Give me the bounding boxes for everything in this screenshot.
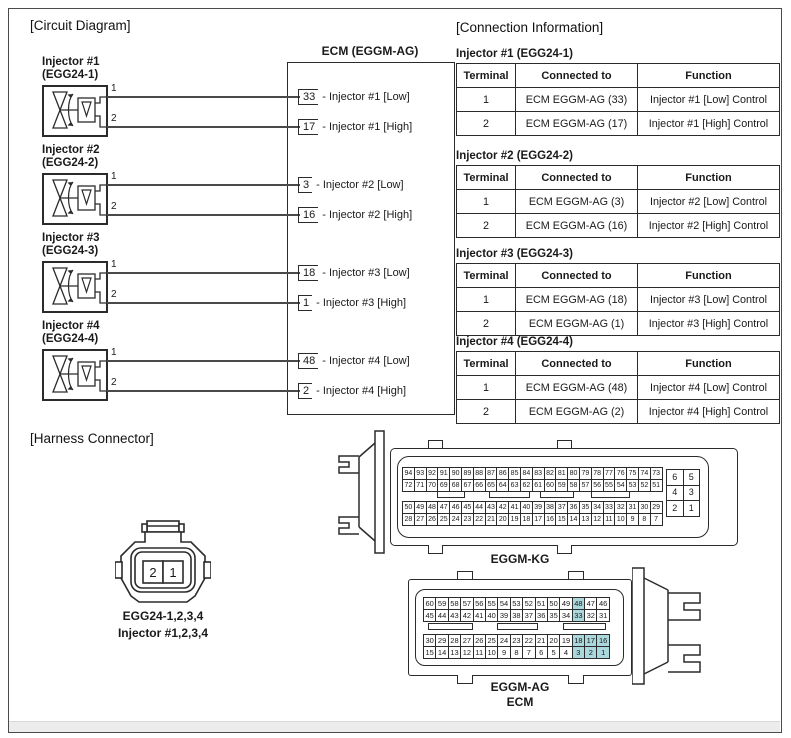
table-cell: Injector #4 [High] Control	[638, 400, 780, 424]
pin-84: 84	[520, 467, 533, 480]
wire	[107, 272, 300, 274]
pin-62: 62	[520, 479, 533, 492]
column-header: Function	[638, 264, 780, 288]
pin-52: 52	[522, 597, 535, 610]
injector-connector-code: (EGG24-2)	[42, 157, 99, 169]
eggm-ag-caption2: ECM	[506, 695, 534, 709]
egg24-terminal-cell-1: 1	[169, 564, 177, 580]
wire	[107, 184, 300, 186]
pin-89: 89	[461, 467, 474, 480]
connection-table	[456, 351, 780, 424]
pin-42: 42	[460, 609, 473, 622]
ecm-pin-function: - Injector #3 [High]	[316, 297, 406, 309]
pin-81: 81	[555, 467, 568, 480]
injector-connector-code: (EGG24-1)	[42, 69, 99, 81]
eggm-ag-upper-pin-grid	[423, 597, 610, 622]
pin-2: 2	[666, 500, 684, 517]
pin-6: 6	[666, 469, 684, 486]
pin-71: 71	[414, 479, 427, 492]
injector-symbol	[42, 173, 108, 225]
pin-7: 7	[650, 513, 663, 526]
eggm-kg-mounting-bracket-icon	[337, 427, 391, 557]
pin-47: 47	[437, 501, 450, 514]
ecm-pin-function: - Injector #4 [Low]	[322, 355, 410, 367]
pin-55: 55	[485, 597, 498, 610]
pin-12: 12	[591, 513, 604, 526]
column-header: Terminal	[457, 352, 516, 376]
pin-26: 26	[426, 513, 439, 526]
keying-bar	[437, 491, 465, 498]
pin-39: 39	[532, 501, 545, 514]
pin-79: 79	[579, 467, 592, 480]
pin-83: 83	[532, 467, 545, 480]
pin-51: 51	[650, 479, 663, 492]
wire	[107, 126, 300, 128]
wire	[107, 214, 300, 216]
pin-47: 47	[584, 597, 597, 610]
pin-5: 5	[683, 469, 701, 486]
table-cell: Injector #3 [High] Control	[638, 312, 780, 336]
table-cell: ECM EGGM-AG (2)	[516, 400, 638, 424]
pin-94: 94	[402, 467, 415, 480]
pin-10: 10	[485, 646, 498, 659]
pin-17: 17	[532, 513, 545, 526]
pin-70: 70	[426, 479, 439, 492]
pin-54: 54	[614, 479, 627, 492]
circuit-diagram-title: [Circuit Diagram]	[30, 18, 131, 33]
injector-symbol-graphic	[42, 173, 108, 225]
ecm-pin-function: - Injector #2 [Low]	[316, 179, 404, 191]
pin-68: 68	[449, 479, 462, 492]
pin-36: 36	[567, 501, 580, 514]
pin-92: 92	[426, 467, 439, 480]
pin-35: 35	[547, 609, 560, 622]
pin-36: 36	[535, 609, 548, 622]
column-header: Connected to	[516, 64, 638, 88]
pin-41: 41	[473, 609, 486, 622]
ecm-pin-function: - Injector #1 [Low]	[322, 91, 410, 103]
pin-38: 38	[544, 501, 557, 514]
pin-91: 91	[437, 467, 450, 480]
pin-54: 54	[497, 597, 510, 610]
pin-88: 88	[473, 467, 486, 480]
table-cell: ECM EGGM-AG (1)	[516, 312, 638, 336]
table-cell: Injector #1 [Low] Control	[638, 88, 780, 112]
table-cell: ECM EGGM-AG (17)	[516, 112, 638, 136]
pin-25: 25	[437, 513, 450, 526]
table-cell: 1	[457, 288, 516, 312]
pin-35: 35	[579, 501, 592, 514]
pin-12: 12	[460, 646, 473, 659]
table-cell: ECM EGGM-AG (18)	[516, 288, 638, 312]
pin-8: 8	[638, 513, 651, 526]
terminal-number: 2	[111, 113, 117, 124]
pin-77: 77	[603, 467, 616, 480]
pin-66: 66	[473, 479, 486, 492]
pin-33: 33	[572, 609, 585, 622]
pin-43: 43	[448, 609, 461, 622]
egg24-caption-line2: Injector #1,2,3,4	[117, 626, 209, 640]
ecm-pin-number: 17	[298, 119, 318, 135]
pin-16: 16	[596, 634, 609, 647]
injector-symbol-graphic	[42, 349, 108, 401]
terminal-number: 1	[111, 171, 117, 182]
pin-41: 41	[508, 501, 521, 514]
pin-74: 74	[638, 467, 651, 480]
wire	[107, 360, 300, 362]
ecm-pin-function: - Injector #3 [Low]	[322, 267, 410, 279]
pin-65: 65	[485, 479, 498, 492]
ecm-pin	[298, 87, 410, 107]
pin-42: 42	[496, 501, 509, 514]
pin-51: 51	[535, 597, 548, 610]
injector-name: Injector #3	[42, 232, 100, 244]
keying-bar	[563, 623, 606, 630]
page-footer-strip	[9, 721, 780, 732]
pin-15: 15	[555, 513, 568, 526]
table-cell: Injector #2 [Low] Control	[638, 190, 780, 214]
pin-31: 31	[596, 609, 609, 622]
injector-symbol	[42, 349, 108, 401]
pin-row	[666, 469, 700, 486]
pin-32: 32	[614, 501, 627, 514]
ecm-pin	[298, 293, 406, 313]
pin-48: 48	[572, 597, 585, 610]
pin-21: 21	[485, 513, 498, 526]
pin-53: 53	[510, 597, 523, 610]
harness-connector-title: [Harness Connector]	[30, 431, 154, 446]
pin-56: 56	[591, 479, 604, 492]
pin-60: 60	[544, 479, 557, 492]
table-cell: 1	[457, 190, 516, 214]
column-header: Terminal	[457, 166, 516, 190]
column-header: Connected to	[516, 352, 638, 376]
table-cell: ECM EGGM-AG (48)	[516, 376, 638, 400]
pin-67: 67	[461, 479, 474, 492]
table-cell: Injector #2 [High] Control	[638, 214, 780, 238]
pin-30: 30	[423, 634, 436, 647]
keying-bar	[497, 623, 538, 630]
ecm-pin-function: - Injector #4 [High]	[316, 385, 406, 397]
table-cell: ECM EGGM-AG (16)	[516, 214, 638, 238]
pin-18: 18	[572, 634, 585, 647]
pin-23: 23	[510, 634, 523, 647]
pin-78: 78	[591, 467, 604, 480]
pin-1: 1	[683, 500, 701, 517]
pin-52: 52	[638, 479, 651, 492]
injector-name: Injector #1	[42, 56, 100, 68]
pin-13: 13	[579, 513, 592, 526]
pin-58: 58	[448, 597, 461, 610]
pin-29: 29	[650, 501, 663, 514]
connection-table	[456, 263, 780, 336]
pin-39: 39	[497, 609, 510, 622]
injector-label	[42, 56, 100, 82]
pin-15: 15	[423, 646, 436, 659]
pin-34: 34	[559, 609, 572, 622]
pin-57: 57	[460, 597, 473, 610]
ecm-pin-number: 16	[298, 207, 318, 223]
ecm-pin-number: 33	[298, 89, 318, 105]
pin-18: 18	[520, 513, 533, 526]
pin-16: 16	[544, 513, 557, 526]
pin-23: 23	[461, 513, 474, 526]
pin-13: 13	[448, 646, 461, 659]
eggm-ag-mounting-bracket-icon	[632, 564, 704, 688]
pin-49: 49	[414, 501, 427, 514]
eggm-ag-caption: EGGM-AG	[490, 680, 550, 694]
pin-20: 20	[547, 634, 560, 647]
pin-row	[423, 609, 610, 622]
eggm-kg-side-pin-grid	[666, 469, 700, 517]
table-cell: 2	[457, 312, 516, 336]
table-cell: Injector #3 [Low] Control	[638, 288, 780, 312]
injector-label	[42, 320, 100, 346]
keying-bar	[428, 623, 473, 630]
pin-27: 27	[460, 634, 473, 647]
pin-21: 21	[535, 634, 548, 647]
pin-6: 6	[535, 646, 548, 659]
pin-45: 45	[423, 609, 436, 622]
pin-row	[666, 485, 700, 502]
ecm-pin-number: 2	[298, 383, 312, 399]
injector-symbol-graphic	[42, 261, 108, 313]
pin-44: 44	[435, 609, 448, 622]
pin-3: 3	[683, 485, 701, 502]
pin-31: 31	[626, 501, 639, 514]
pin-64: 64	[496, 479, 509, 492]
pin-14: 14	[435, 646, 448, 659]
pin-60: 60	[423, 597, 436, 610]
pin-93: 93	[414, 467, 427, 480]
injector-symbol	[42, 261, 108, 313]
table-cell: ECM EGGM-AG (3)	[516, 190, 638, 214]
pin-22: 22	[522, 634, 535, 647]
ecm-pin	[298, 381, 406, 401]
ecm-pin-number: 3	[298, 177, 312, 193]
table-cell: 1	[457, 88, 516, 112]
column-header: Function	[638, 64, 780, 88]
column-header: Terminal	[457, 64, 516, 88]
terminal-number: 1	[111, 259, 117, 270]
pin-5: 5	[547, 646, 560, 659]
ecm-title: ECM (EGGM-AG)	[321, 44, 419, 58]
injector-symbol	[42, 85, 108, 137]
pin-20: 20	[496, 513, 509, 526]
pin-46: 46	[449, 501, 462, 514]
pin-1: 1	[596, 646, 609, 659]
pin-3: 3	[572, 646, 585, 659]
terminal-number: 1	[111, 347, 117, 358]
pin-19: 19	[508, 513, 521, 526]
ecm-pin	[298, 175, 404, 195]
pin-61: 61	[532, 479, 545, 492]
pin-25: 25	[485, 634, 498, 647]
injector-name: Injector #2	[42, 144, 100, 156]
pin-75: 75	[626, 467, 639, 480]
pin-33: 33	[603, 501, 616, 514]
pin-10: 10	[614, 513, 627, 526]
pin-73: 73	[650, 467, 663, 480]
pin-53: 53	[626, 479, 639, 492]
pin-9: 9	[497, 646, 510, 659]
pin-32: 32	[584, 609, 597, 622]
pin-72: 72	[402, 479, 415, 492]
pin-29: 29	[435, 634, 448, 647]
connection-table-subtitle: Injector #1 (EGG24-1)	[456, 48, 573, 60]
table-cell: 2	[457, 112, 516, 136]
eggm-kg-upper-pin-grid	[402, 467, 663, 492]
pin-45: 45	[461, 501, 474, 514]
pin-row	[666, 500, 700, 517]
column-header: Connected to	[516, 166, 638, 190]
injector-label	[42, 144, 100, 170]
pin-30: 30	[638, 501, 651, 514]
terminal-number: 1	[111, 83, 117, 94]
connection-table-subtitle: Injector #3 (EGG24-3)	[456, 248, 573, 260]
pin-4: 4	[559, 646, 572, 659]
eggm-kg-lower-pin-grid	[402, 501, 663, 526]
wire	[107, 390, 300, 392]
pin-87: 87	[485, 467, 498, 480]
pin-22: 22	[473, 513, 486, 526]
pin-80: 80	[567, 467, 580, 480]
pin-19: 19	[559, 634, 572, 647]
pin-38: 38	[510, 609, 523, 622]
table-cell: Injector #1 [High] Control	[638, 112, 780, 136]
pin-17: 17	[584, 634, 597, 647]
pin-76: 76	[614, 467, 627, 480]
pin-56: 56	[473, 597, 486, 610]
pin-11: 11	[603, 513, 616, 526]
ecm-pin	[298, 205, 412, 225]
ecm-pin	[298, 263, 410, 283]
connection-table	[456, 165, 780, 238]
pin-4: 4	[666, 485, 684, 502]
pin-90: 90	[449, 467, 462, 480]
injector-label	[42, 232, 100, 258]
pin-63: 63	[508, 479, 521, 492]
pin-24: 24	[497, 634, 510, 647]
connection-information-title: [Connection Information]	[456, 20, 604, 35]
pin-50: 50	[402, 501, 415, 514]
pin-37: 37	[555, 501, 568, 514]
pin-7: 7	[522, 646, 535, 659]
pin-27: 27	[414, 513, 427, 526]
wire	[107, 96, 300, 98]
pin-28: 28	[448, 634, 461, 647]
pin-43: 43	[485, 501, 498, 514]
pin-46: 46	[596, 597, 609, 610]
terminal-number: 2	[111, 201, 117, 212]
pin-9: 9	[626, 513, 639, 526]
ecm-pin	[298, 351, 410, 371]
egg24-connector-drawing	[115, 516, 211, 604]
pin-26: 26	[473, 634, 486, 647]
eggm-ag-lower-pin-grid	[423, 634, 610, 659]
pin-34: 34	[591, 501, 604, 514]
pin-85: 85	[508, 467, 521, 480]
terminal-number: 2	[111, 289, 117, 300]
pin-58: 58	[567, 479, 580, 492]
pin-59: 59	[435, 597, 448, 610]
pin-59: 59	[555, 479, 568, 492]
pin-57: 57	[579, 479, 592, 492]
egg24-caption-line1: EGG24-1,2,3,4	[122, 609, 204, 623]
table-cell: 2	[457, 214, 516, 238]
pin-49: 49	[559, 597, 572, 610]
pin-69: 69	[437, 479, 450, 492]
pin-50: 50	[547, 597, 560, 610]
pin-28: 28	[402, 513, 415, 526]
ecm-pin	[298, 117, 412, 137]
keying-bar	[591, 491, 630, 498]
pin-86: 86	[496, 467, 509, 480]
column-header: Terminal	[457, 264, 516, 288]
injector-name: Injector #4	[42, 320, 100, 332]
connection-table	[456, 63, 780, 136]
keying-bar	[540, 491, 574, 498]
pin-24: 24	[449, 513, 462, 526]
pin-14: 14	[567, 513, 580, 526]
table-cell: 1	[457, 376, 516, 400]
column-header: Function	[638, 166, 780, 190]
pin-48: 48	[426, 501, 439, 514]
injector-connector-code: (EGG24-3)	[42, 245, 99, 257]
table-cell: 2	[457, 400, 516, 424]
column-header: Connected to	[516, 264, 638, 288]
table-cell: ECM EGGM-AG (33)	[516, 88, 638, 112]
pin-40: 40	[520, 501, 533, 514]
table-cell: Injector #4 [Low] Control	[638, 376, 780, 400]
terminal-number: 2	[111, 377, 117, 388]
injector-connector-code: (EGG24-4)	[42, 333, 99, 345]
pin-44: 44	[473, 501, 486, 514]
wire	[107, 302, 300, 304]
pin-8: 8	[510, 646, 523, 659]
pin-82: 82	[544, 467, 557, 480]
pin-55: 55	[603, 479, 616, 492]
column-header: Function	[638, 352, 780, 376]
pin-2: 2	[584, 646, 597, 659]
ecm-pin-number: 18	[298, 265, 318, 281]
keying-bar	[489, 491, 530, 498]
pin-37: 37	[522, 609, 535, 622]
injector-symbol-graphic	[42, 85, 108, 137]
egg24-terminal-cell-2: 2	[149, 564, 157, 580]
ecm-pin-number: 1	[298, 295, 312, 311]
ecm-pin-number: 48	[298, 353, 318, 369]
pin-11: 11	[473, 646, 486, 659]
ecm-pin-function: - Injector #2 [High]	[322, 209, 413, 221]
pin-row	[402, 479, 663, 492]
pin-40: 40	[485, 609, 498, 622]
pin-row	[402, 513, 663, 526]
eggm-kg-caption: EGGM-KG	[490, 552, 550, 566]
ecm-pin-function: - Injector #1 [High]	[322, 121, 413, 133]
connection-table-subtitle: Injector #2 (EGG24-2)	[456, 150, 573, 162]
pin-row	[423, 646, 610, 659]
connection-table-subtitle: Injector #4 (EGG24-4)	[456, 336, 573, 348]
